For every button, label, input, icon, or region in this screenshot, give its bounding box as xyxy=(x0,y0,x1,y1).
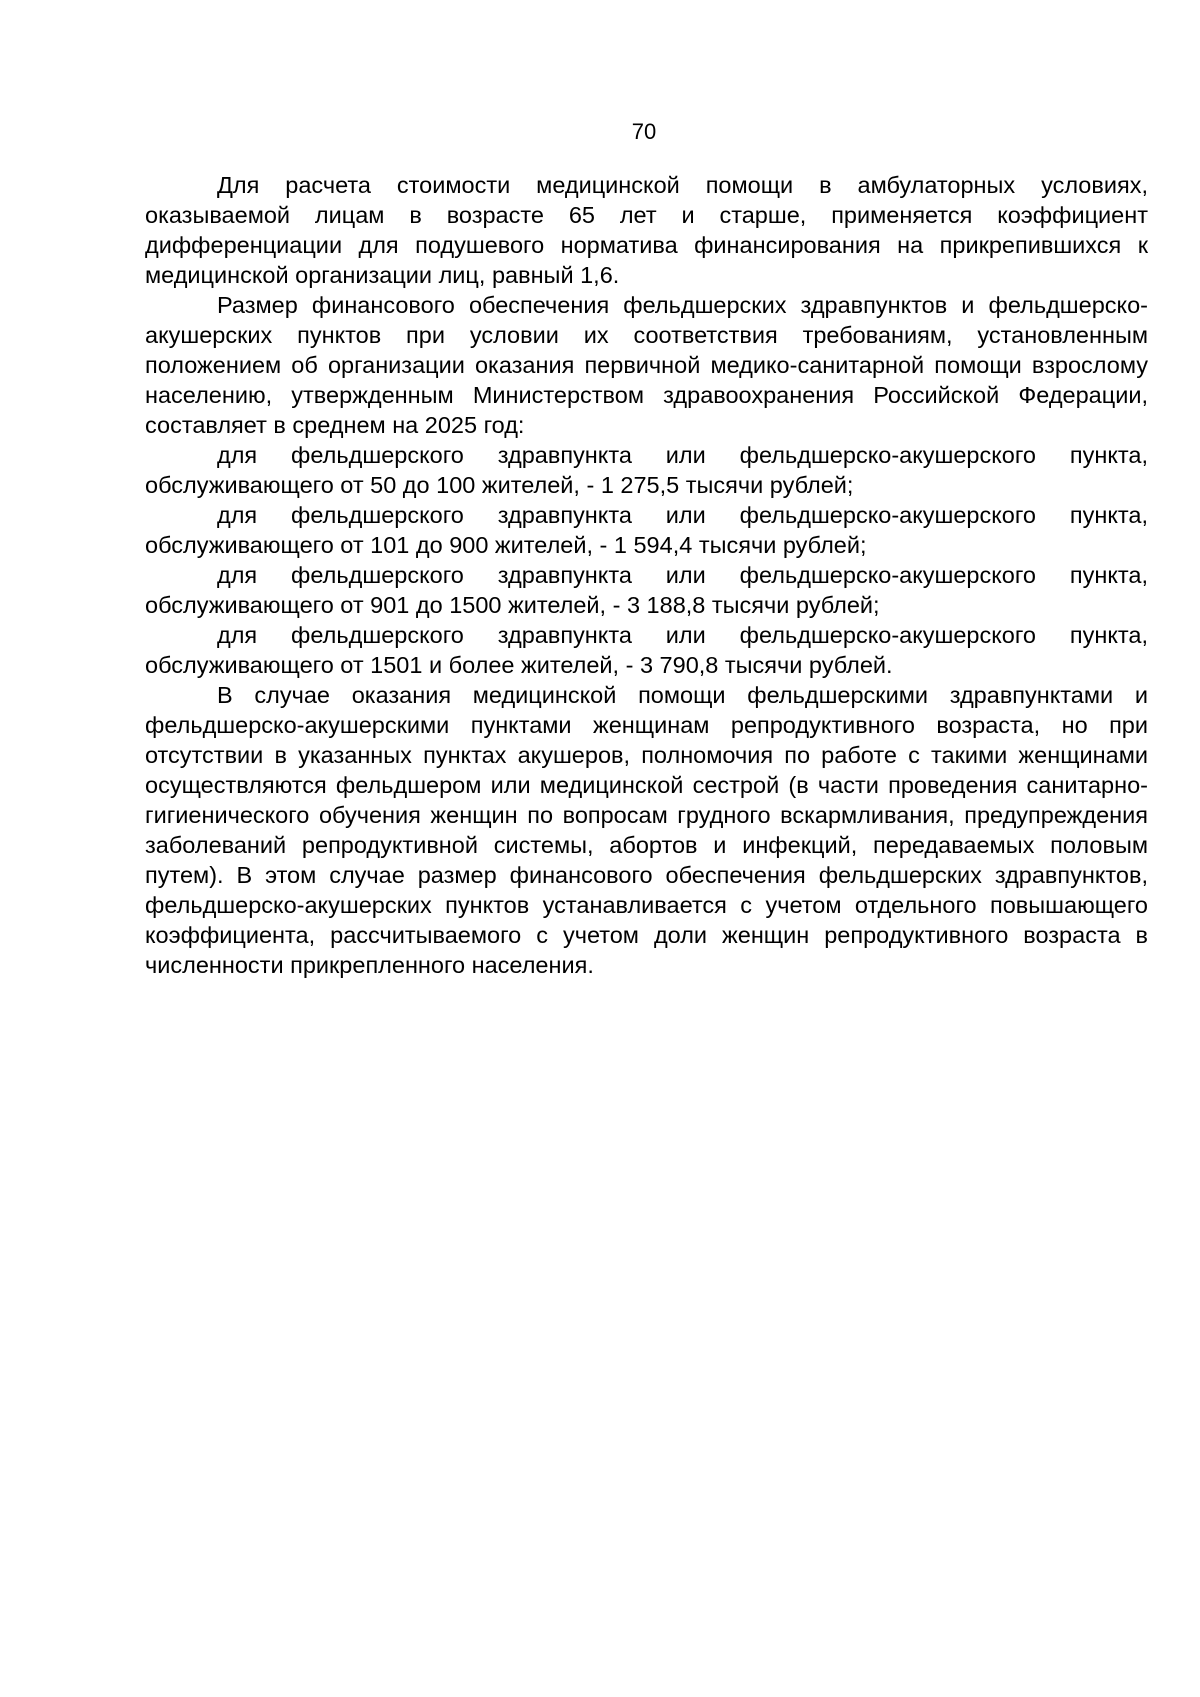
paragraph-elderly-coefficient: Для расчета стоимости медицинской помощи в амбулаторных условиях, оказываемой лицам в возрасте 65 лет и старше, применяется коэффициент дифференциации для подушевого норматива финансирования на прикрепившихся к медицинской организации лиц, равный 1,6. xyxy=(145,172,1148,288)
paragraph-funding-50-100: для фельдшерского здравпункта или фельдшерско-акушерского пункта, обслуживающего от 50 до 100 жителей, - 1 275,5 тысячи рублей; xyxy=(145,442,1148,498)
paragraph-funding-901-1500: для фельдшерского здравпункта или фельдшерско-акушерского пункта, обслуживающего от 901 до 1500 жителей, - 3 188,8 тысячи рублей; xyxy=(145,562,1148,618)
document-body xyxy=(145,170,1148,980)
paragraph-funding-1501-plus: для фельдшерского здравпункта или фельдшерско-акушерского пункта, обслуживающего от 1501 и более жителей, - 3 790,8 тысячи рублей. xyxy=(145,622,1148,678)
page-number: 70 xyxy=(631,119,657,144)
paragraph-funding-101-900: для фельдшерского здравпункта или фельдшерско-акушерского пункта, обслуживающего от 101 до 900 жителей, - 1 594,4 тысячи рублей; xyxy=(145,502,1148,558)
paragraph-funding-size: Размер финансового обеспечения фельдшерских здравпунктов и фельдшерско-акушерских пунктов при условии их соответствия требованиям, установленным положением об организации оказания первичной медико-санитарной помощи взрослому населению, утвержденным Министерством здравоохранения Российской Федерации, составляет в среднем на 2025 год: xyxy=(145,292,1148,438)
paragraph-reproductive-age: В случае оказания медицинской помощи фельдшерскими здравпунктами и фельдшерско-акушерскими пунктами женщинам репродуктивного возраста, но при отсутствии в указанных пунктах акушеров, полномочия по работе с такими женщинами осуществляются фельдшером или медицинской сестрой (в части проведения санитарно-гигиенического обучения женщин по вопросам грудного вскармливания, предупреждения заболеваний репродуктивной системы, абортов и инфекций, передаваемых половым путем). В этом случае размер финансового обеспечения фельдшерских здравпунктов, фельдшерско-акушерских пунктов устанавливается с учетом отдельного повышающего коэффициента, рассчитываемого с учетом доли женщин репродуктивного возраста в численности прикрепленного населения. xyxy=(145,682,1148,978)
